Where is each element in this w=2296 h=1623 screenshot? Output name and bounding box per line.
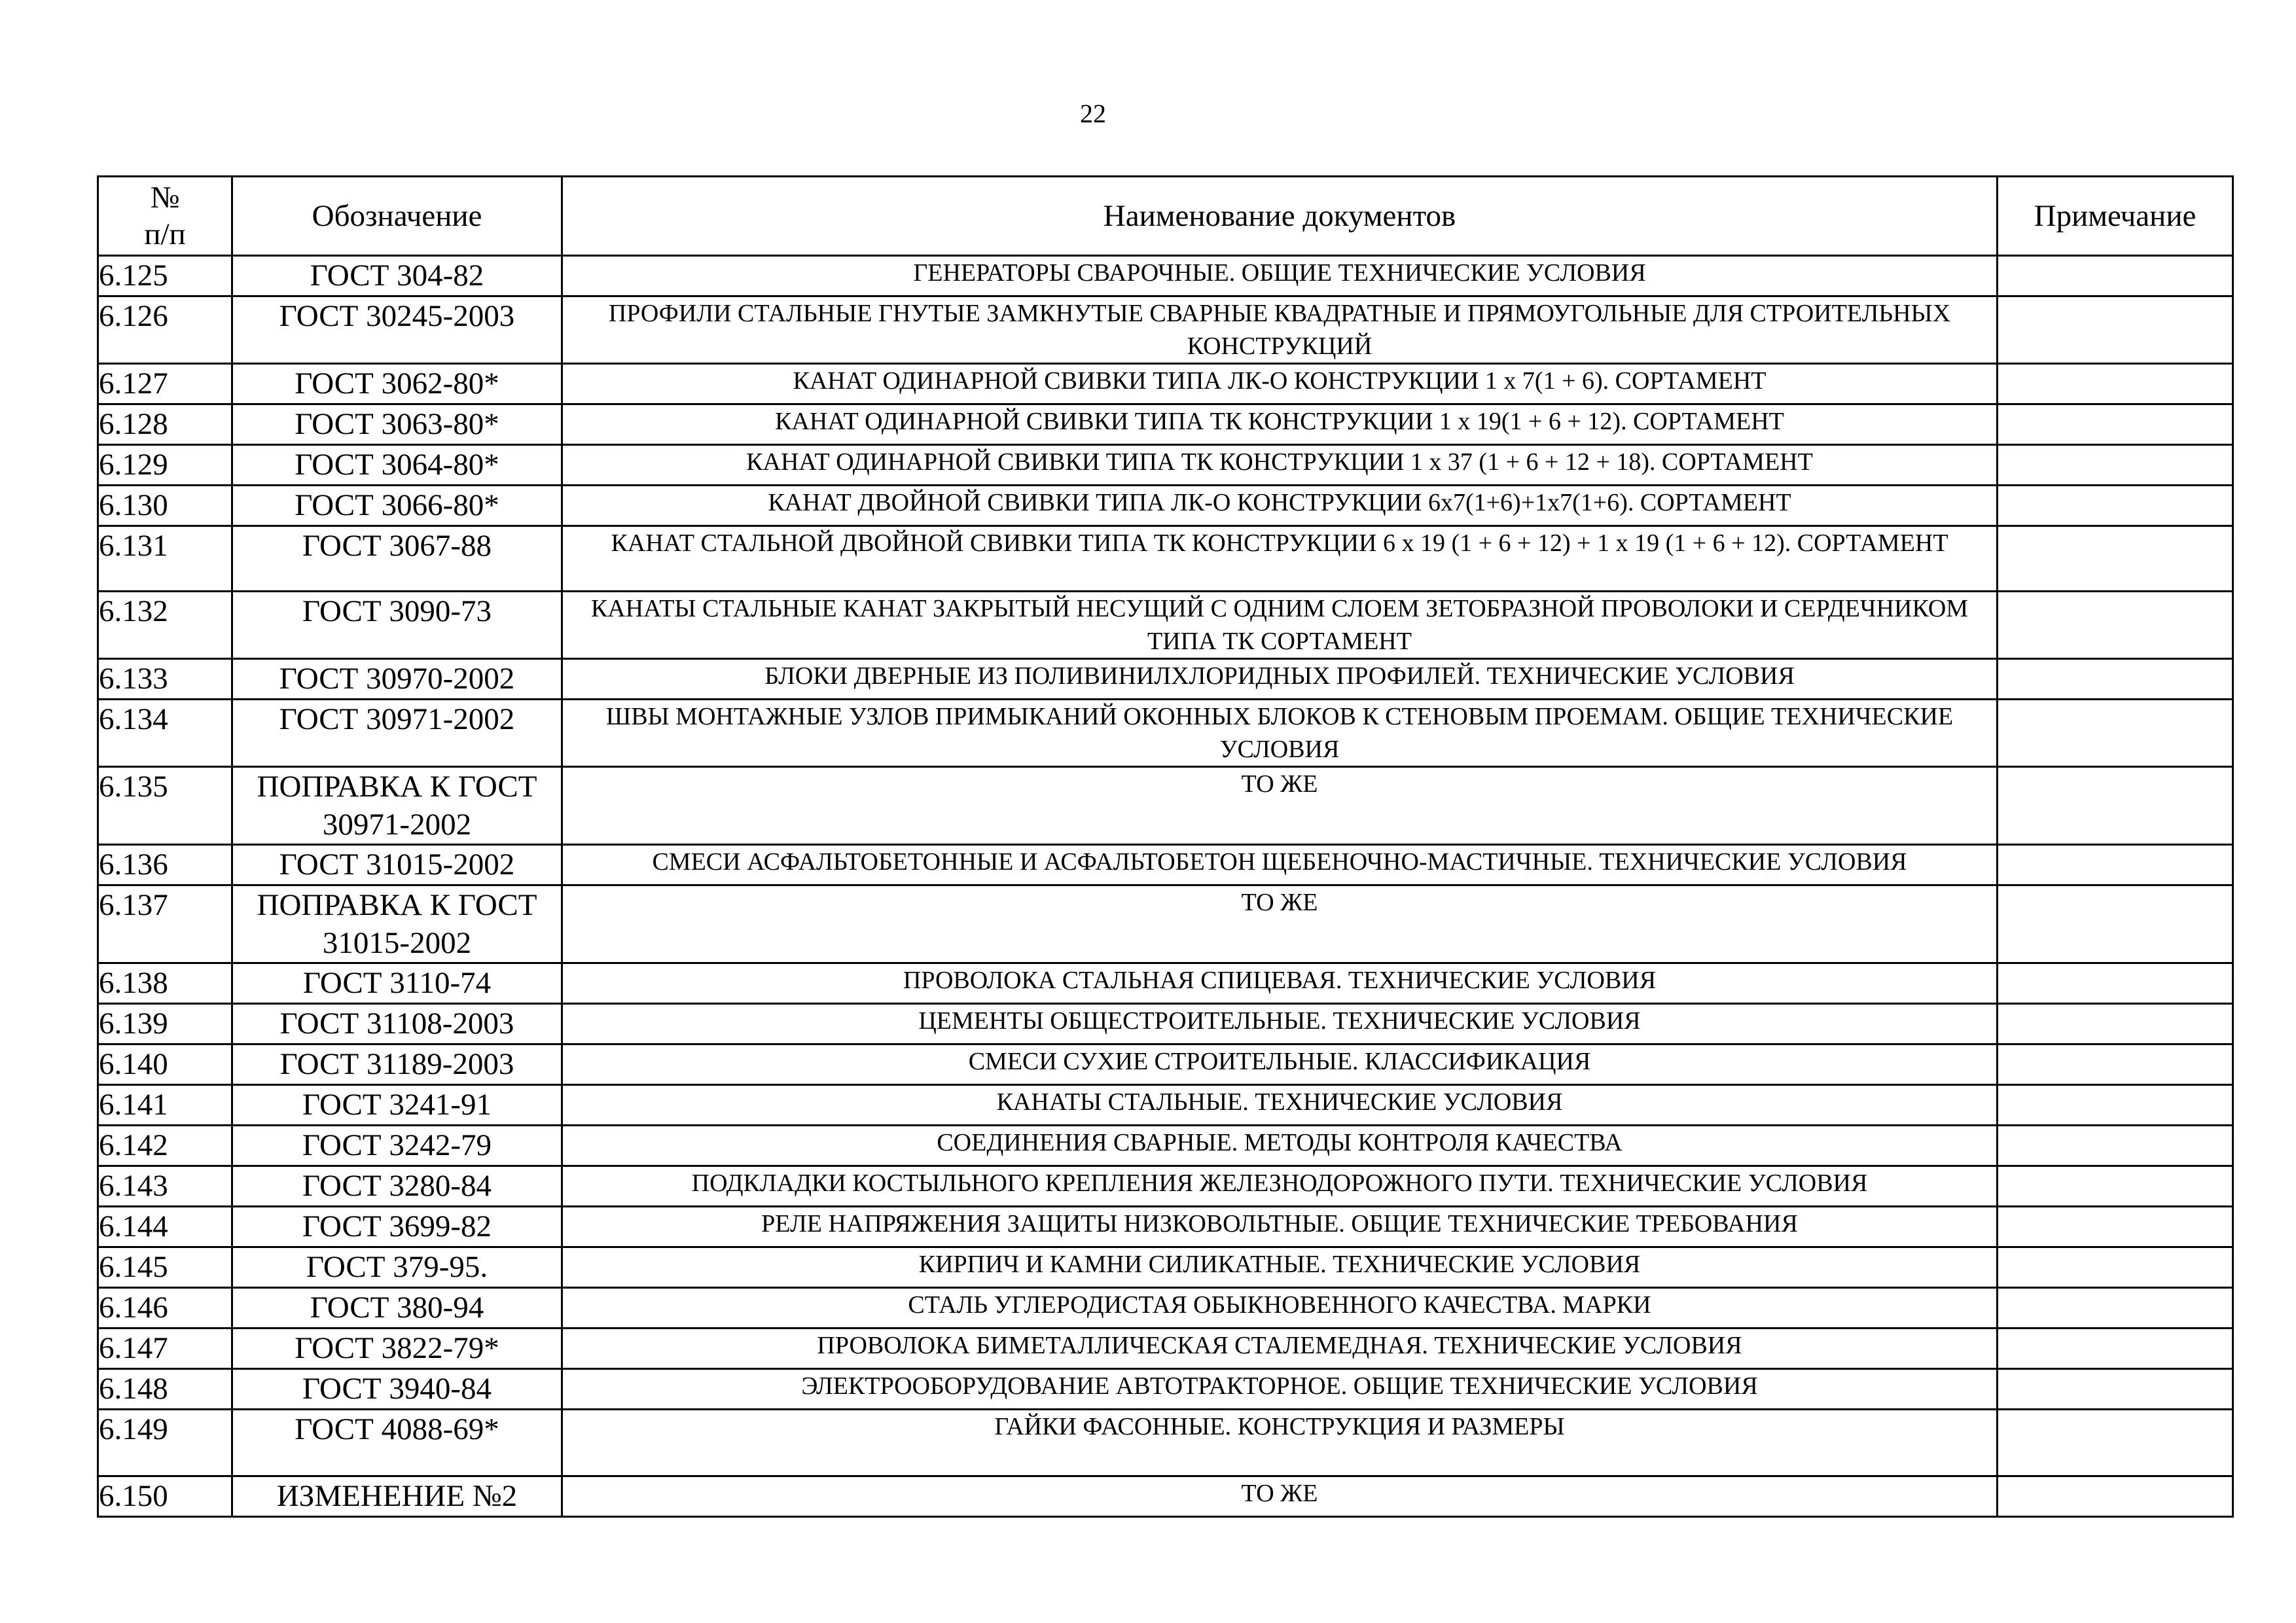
- table-row: [98, 1247, 2233, 1288]
- row-designation: ГОСТ 3280-84: [232, 1166, 562, 1207]
- row-designation: ГОСТ 380-94: [232, 1288, 562, 1329]
- row-designation: ГОСТ 304-82: [232, 256, 562, 296]
- row-document-name: ТО ЖЕ: [562, 885, 1998, 963]
- row-number: 6.141: [98, 1085, 232, 1126]
- page-number: 22: [1080, 99, 1106, 128]
- table-row: [98, 1166, 2233, 1207]
- row-number: 6.136: [98, 845, 232, 885]
- header-note: Примечание: [1998, 177, 2233, 256]
- row-designation: ГОСТ 3064-80*: [232, 445, 562, 486]
- row-number: 6.135: [98, 767, 232, 845]
- header-name: Наименование документов: [562, 177, 1998, 256]
- row-number: 6.148: [98, 1369, 232, 1410]
- row-number: 6.134: [98, 700, 232, 767]
- row-document-name: РЕЛЕ НАПРЯЖЕНИЯ ЗАЩИТЫ НИЗКОВОЛЬТНЫЕ. ОБЩИЕ ТЕХНИЧЕСКИЕ ТРЕБОВАНИЯ: [562, 1207, 1998, 1247]
- row-document-name: ПРОВОЛОКА СТАЛЬНАЯ СПИЦЕВАЯ. ТЕХНИЧЕСКИЕ УСЛОВИЯ: [562, 963, 1998, 1004]
- table-row: [98, 592, 2233, 659]
- row-designation: ГОСТ 31108-2003: [232, 1004, 562, 1044]
- row-note: [1998, 404, 2233, 445]
- table-row: [98, 1288, 2233, 1329]
- row-document-name: СОЕДИНЕНИЯ СВАРНЫЕ. МЕТОДЫ КОНТРОЛЯ КАЧЕСТВА: [562, 1126, 1998, 1166]
- row-note: [1998, 1288, 2233, 1329]
- row-note: [1998, 1329, 2233, 1369]
- row-note: [1998, 296, 2233, 364]
- row-number: 6.140: [98, 1044, 232, 1085]
- row-note: [1998, 1369, 2233, 1410]
- row-number: 6.133: [98, 659, 232, 700]
- row-number: 6.142: [98, 1126, 232, 1166]
- table-row: [98, 767, 2233, 845]
- row-document-name: ПРОВОЛОКА БИМЕТАЛЛИЧЕСКАЯ СТАЛЕМЕДНАЯ. ТЕХНИЧЕСКИЕ УСЛОВИЯ: [562, 1329, 1998, 1369]
- table-row: [98, 700, 2233, 767]
- row-note: [1998, 1476, 2233, 1517]
- row-note: [1998, 845, 2233, 885]
- row-document-name: СМЕСИ АСФАЛЬТОБЕТОННЫЕ И АСФАЛЬТОБЕТОН ЩЕБЕНОЧНО-МАСТИЧНЫЕ. ТЕХНИЧЕСКИЕ УСЛОВИЯ: [562, 845, 1998, 885]
- row-number: 6.147: [98, 1329, 232, 1369]
- table-row: [98, 659, 2233, 700]
- row-designation: ПОПРАВКА К ГОСТ 30971-2002: [232, 767, 562, 845]
- row-number: 6.146: [98, 1288, 232, 1329]
- row-number: 6.132: [98, 592, 232, 659]
- row-note: [1998, 1247, 2233, 1288]
- row-note: [1998, 445, 2233, 486]
- table-row: [98, 1004, 2233, 1044]
- row-number: 6.125: [98, 256, 232, 296]
- table-row: [98, 963, 2233, 1004]
- table-row: [98, 296, 2233, 364]
- table-row: [98, 364, 2233, 404]
- row-document-name: ТО ЖЕ: [562, 1476, 1998, 1517]
- row-designation: ГОСТ 3066-80*: [232, 486, 562, 526]
- row-note: [1998, 526, 2233, 592]
- table-body: [98, 256, 2233, 1517]
- row-document-name: ГАЙКИ ФАСОННЫЕ. КОНСТРУКЦИЯ И РАЗМЕРЫ: [562, 1410, 1998, 1476]
- row-document-name: ГЕНЕРАТОРЫ СВАРОЧНЫЕ. ОБЩИЕ ТЕХНИЧЕСКИЕ УСЛОВИЯ: [562, 256, 1998, 296]
- row-note: [1998, 1166, 2233, 1207]
- row-note: [1998, 963, 2233, 1004]
- row-number: 6.150: [98, 1476, 232, 1517]
- row-note: [1998, 1085, 2233, 1126]
- table-row: [98, 885, 2233, 963]
- row-number: 6.130: [98, 486, 232, 526]
- row-designation: ГОСТ 30245-2003: [232, 296, 562, 364]
- row-document-name: ТО ЖЕ: [562, 767, 1998, 845]
- row-number: 6.127: [98, 364, 232, 404]
- row-document-name: СТАЛЬ УГЛЕРОДИСТАЯ ОБЫКНОВЕННОГО КАЧЕСТВА. МАРКИ: [562, 1288, 1998, 1329]
- row-designation: ГОСТ 31189-2003: [232, 1044, 562, 1085]
- table-row: [98, 526, 2233, 592]
- table-row: [98, 1207, 2233, 1247]
- table-row: [98, 1329, 2233, 1369]
- row-number: 6.128: [98, 404, 232, 445]
- row-designation: ГОСТ 3062-80*: [232, 364, 562, 404]
- row-designation: ГОСТ 3090-73: [232, 592, 562, 659]
- documents-table: [97, 175, 2234, 1518]
- row-number: 6.149: [98, 1410, 232, 1476]
- row-designation: ГОСТ 3940-84: [232, 1369, 562, 1410]
- row-number: 6.145: [98, 1247, 232, 1288]
- row-number: 6.131: [98, 526, 232, 592]
- row-designation: ГОСТ 4088-69*: [232, 1410, 562, 1476]
- row-document-name: КИРПИЧ И КАМНИ СИЛИКАТНЫЕ. ТЕХНИЧЕСКИЕ УСЛОВИЯ: [562, 1247, 1998, 1288]
- row-designation: ГОСТ 3063-80*: [232, 404, 562, 445]
- row-note: [1998, 1004, 2233, 1044]
- table-row: [98, 1410, 2233, 1476]
- row-note: [1998, 1207, 2233, 1247]
- row-designation: ГОСТ 379-95.: [232, 1247, 562, 1288]
- row-document-name: КАНАТЫ СТАЛЬНЫЕ КАНАТ ЗАКРЫТЫЙ НЕСУЩИЙ С ОДНИМ СЛОЕМ ЗЕТОБРАЗНОЙ ПРОВОЛОКИ И СЕРДЕЧНИКОМ ТИПА ТК СОРТАМЕНТ: [562, 592, 1998, 659]
- header-num-label: № п/п: [144, 181, 186, 251]
- row-note: [1998, 592, 2233, 659]
- row-number: 6.138: [98, 963, 232, 1004]
- row-document-name: КАНАТЫ СТАЛЬНЫЕ. ТЕХНИЧЕСКИЕ УСЛОВИЯ: [562, 1085, 1998, 1126]
- table-row: [98, 445, 2233, 486]
- row-note: [1998, 1410, 2233, 1476]
- row-document-name: КАНАТ ОДИНАРНОЙ СВИВКИ ТИПА ЛК-О КОНСТРУКЦИИ 1 х 7(1 + 6). СОРТАМЕНТ: [562, 364, 1998, 404]
- row-document-name: ШВЫ МОНТАЖНЫЕ УЗЛОВ ПРИМЫКАНИЙ ОКОННЫХ БЛОКОВ К СТЕНОВЫМ ПРОЕМАМ. ОБЩИЕ ТЕХНИЧЕСКИЕ УСЛОВИЯ: [562, 700, 1998, 767]
- row-note: [1998, 1044, 2233, 1085]
- row-designation: ГОСТ 3699-82: [232, 1207, 562, 1247]
- row-designation: ГОСТ 3241-91: [232, 1085, 562, 1126]
- row-number: 6.144: [98, 1207, 232, 1247]
- row-designation: ГОСТ 3242-79: [232, 1126, 562, 1166]
- table-row: [98, 1369, 2233, 1410]
- row-note: [1998, 885, 2233, 963]
- row-document-name: СМЕСИ СУХИЕ СТРОИТЕЛЬНЫЕ. КЛАССИФИКАЦИЯ: [562, 1044, 1998, 1085]
- row-note: [1998, 659, 2233, 700]
- row-note: [1998, 700, 2233, 767]
- row-number: 6.137: [98, 885, 232, 963]
- row-document-name: ПОДКЛАДКИ КОСТЫЛЬНОГО КРЕПЛЕНИЯ ЖЕЛЕЗНОДОРОЖНОГО ПУТИ. ТЕХНИЧЕСКИЕ УСЛОВИЯ: [562, 1166, 1998, 1207]
- table-row: [98, 1085, 2233, 1126]
- row-number: 6.143: [98, 1166, 232, 1207]
- row-designation: ИЗМЕНЕНИЕ №2: [232, 1476, 562, 1517]
- table-row: [98, 845, 2233, 885]
- row-designation: ГОСТ 3110-74: [232, 963, 562, 1004]
- table-row: [98, 486, 2233, 526]
- row-document-name: ЭЛЕКТРООБОРУДОВАНИЕ АВТОТРАКТОРНОЕ. ОБЩИЕ ТЕХНИЧЕСКИЕ УСЛОВИЯ: [562, 1369, 1998, 1410]
- row-number: 6.126: [98, 296, 232, 364]
- row-document-name: КАНАТ ОДИНАРНОЙ СВИВКИ ТИПА ТК КОНСТРУКЦИИ 1 х 19(1 + 6 + 12). СОРТАМЕНТ: [562, 404, 1998, 445]
- row-note: [1998, 364, 2233, 404]
- table-row: [98, 1476, 2233, 1517]
- table-row: [98, 256, 2233, 296]
- row-document-name: ЦЕМЕНТЫ ОБЩЕСТРОИТЕЛЬНЫЕ. ТЕХНИЧЕСКИЕ УСЛОВИЯ: [562, 1004, 1998, 1044]
- row-designation: ГОСТ 31015-2002: [232, 845, 562, 885]
- table-row: [98, 1044, 2233, 1085]
- row-designation: ПОПРАВКА К ГОСТ 31015-2002: [232, 885, 562, 963]
- row-number: 6.129: [98, 445, 232, 486]
- row-note: [1998, 1126, 2233, 1166]
- row-note: [1998, 256, 2233, 296]
- row-note: [1998, 486, 2233, 526]
- row-note: [1998, 767, 2233, 845]
- header-designation: Обозначение: [232, 177, 562, 256]
- table-header-row: [98, 177, 2233, 256]
- row-document-name: КАНАТ ОДИНАРНОЙ СВИВКИ ТИПА ТК КОНСТРУКЦИИ 1 х 37 (1 + 6 + 12 + 18). СОРТАМЕНТ: [562, 445, 1998, 486]
- row-designation: ГОСТ 3067-88: [232, 526, 562, 592]
- row-document-name: КАНАТ СТАЛЬНОЙ ДВОЙНОЙ СВИВКИ ТИПА ТК КОНСТРУКЦИИ 6 х 19 (1 + 6 + 12) + 1 х 19 (1 + 6 + 12). СОРТАМЕНТ: [562, 526, 1998, 592]
- row-number: 6.139: [98, 1004, 232, 1044]
- row-designation: ГОСТ 3822-79*: [232, 1329, 562, 1369]
- row-document-name: КАНАТ ДВОЙНОЙ СВИВКИ ТИПА ЛК-О КОНСТРУКЦИИ 6х7(1+6)+1х7(1+6). СОРТАМЕНТ: [562, 486, 1998, 526]
- row-designation: ГОСТ 30970-2002: [232, 659, 562, 700]
- table-row: [98, 404, 2233, 445]
- row-designation: ГОСТ 30971-2002: [232, 700, 562, 767]
- header-num: [98, 177, 232, 256]
- row-document-name: ПРОФИЛИ СТАЛЬНЫЕ ГНУТЫЕ ЗАМКНУТЫЕ СВАРНЫЕ КВАДРАТНЫЕ И ПРЯМОУГОЛЬНЫЕ ДЛЯ СТРОИТЕЛЬНЫХ КОНСТРУКЦИЙ: [562, 296, 1998, 364]
- row-document-name: БЛОКИ ДВЕРНЫЕ ИЗ ПОЛИВИНИЛХЛОРИДНЫХ ПРОФИЛЕЙ. ТЕХНИЧЕСКИЕ УСЛОВИЯ: [562, 659, 1998, 700]
- table-row: [98, 1126, 2233, 1166]
